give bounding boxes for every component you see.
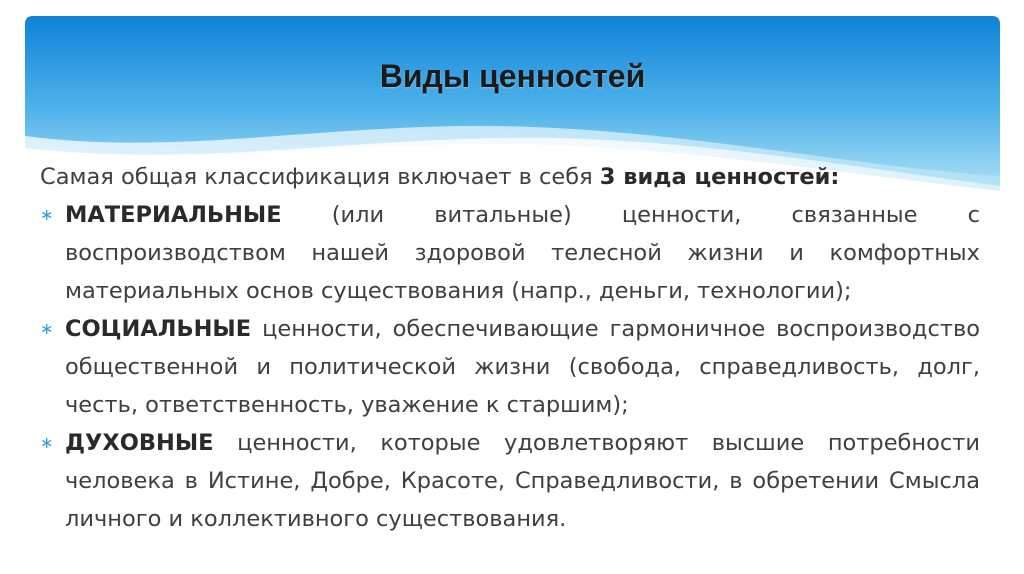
- asterisk-icon: ∗: [40, 433, 54, 452]
- description-spiritual: ценности, которые удовлетворяют высшие потребности человека в Истине, Добре, Красоте, Справедливости, в обретении Смысла личного и коллективного существования.: [65, 430, 980, 532]
- list-item-material: [40, 196, 980, 310]
- list-item-spiritual: [40, 424, 980, 538]
- intro-text: Самая общая классификация включает в себя: [40, 164, 600, 190]
- term-material: МАТЕРИАЛЬНЫЕ: [65, 202, 282, 228]
- slide-body: [40, 158, 980, 538]
- list-item-social: [40, 310, 980, 424]
- intro-emphasis: 3 вида ценностей:: [599, 164, 840, 190]
- description-social: ценности, обеспечивающие гармоничное воспроизводство общественной и политической жизни (свобода, справедливость, долг, честь, ответственность, уважение к старшим);: [65, 316, 980, 418]
- asterisk-icon: ∗: [40, 205, 54, 224]
- slide-title: Виды ценностей: [379, 58, 646, 94]
- intro-line: [40, 158, 980, 196]
- asterisk-icon: ∗: [40, 319, 54, 338]
- description-material: (или витальные) ценности, связанные с воспроизводством нашей здоровой телесной жизни и комфортных материальных основ существования (напр., деньги, технологии);: [65, 202, 980, 304]
- term-spiritual: ДУХОВНЫЕ: [65, 430, 214, 456]
- term-social: СОЦИАЛЬНЫЕ: [65, 316, 252, 342]
